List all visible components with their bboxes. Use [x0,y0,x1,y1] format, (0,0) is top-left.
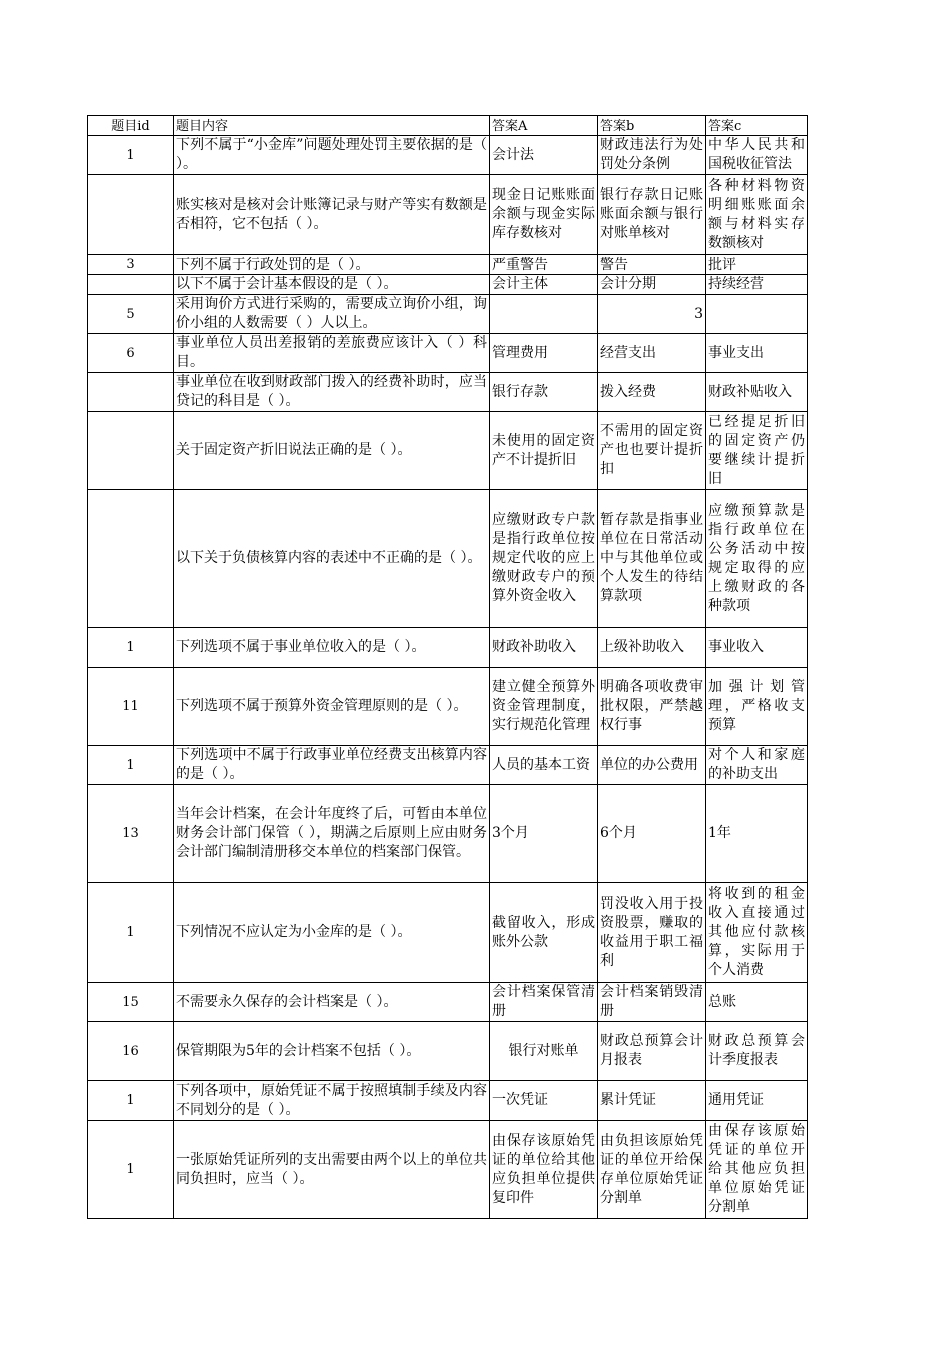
answer-a-cell[interactable] [490,136,598,175]
answer-c-cell[interactable] [706,175,808,255]
header-answer-a-cell[interactable]: 答案A [490,116,598,136]
header-question-cell[interactable]: 题目内容 [174,116,490,136]
answer-b-cell[interactable] [598,883,706,983]
question-id-cell[interactable]: 13 [88,785,174,883]
answer-c-cell[interactable] [706,1081,808,1121]
table-row [88,275,808,295]
answer-a-text: 现金日记账账面余额与现金实际库存数核对 [492,187,595,241]
question-text: 当年会计档案，在会计年度终了后，可暂由本单位财务会计部门保管（ ），期满之后原则上应由财务会计部门编制清册移交本单位的档案部门保管。 [176,806,487,860]
answer-a-cell[interactable] [490,334,598,373]
question-id-cell[interactable]: 15 [88,983,174,1022]
answer-c-text: 持续经营 [708,276,764,292]
answer-a-cell[interactable] [490,275,598,295]
answer-b-text: 经营支出 [600,344,656,361]
answer-b-cell[interactable] [598,136,706,175]
answer-a-cell[interactable] [490,628,598,668]
question-id-cell[interactable]: 1 [88,628,174,668]
question-text-cell[interactable] [174,785,490,883]
question-id-cell[interactable]: 11 [88,668,174,746]
answer-c-cell[interactable] [706,746,808,785]
answer-c-cell[interactable] [706,373,808,412]
answer-c-text: 将收到的租金收入直接通过其他应付款核算，实际用于个人消费 [708,886,805,978]
answer-a-cell[interactable] [490,746,598,785]
table-row [88,490,808,628]
answer-c-cell[interactable] [706,255,808,275]
question-text-cell[interactable] [174,295,490,334]
answer-a-cell[interactable] [490,295,598,334]
question-text: 下列选项不属于事业单位收入的是（ ）。 [176,639,426,655]
answer-c-text: 财政总预算会计季度报表 [708,1033,805,1068]
answer-a-text: 一次凭证 [492,1092,548,1108]
answer-a-text: 银行存款 [492,383,548,400]
answer-b-cell[interactable] [598,373,706,412]
answer-a-text: 会计档案保管清册 [492,984,595,1019]
answer-b-text: 由负担该原始凭证的单位开给保存单位原始凭证分割单 [600,1132,703,1206]
answer-a-text: 应缴财政专户款是指行政单位按规定代收的应上缴财政专户的预算外资金收入 [492,512,595,604]
answer-b-text: 不需用的固定资产也也要计提折扣 [600,423,703,477]
table-row [88,175,808,255]
table-row [88,255,808,275]
answer-b-text: 财政违法行为处罚处分条例 [600,137,703,172]
question-text-cell[interactable] [174,136,490,175]
answer-c-cell[interactable] [706,1022,808,1081]
table-row [88,295,808,334]
answer-c-cell[interactable] [706,883,808,983]
answer-c-text: 中华人民共和国税收征管法 [708,137,805,172]
table-row [88,668,808,746]
answer-b-cell[interactable] [598,785,706,883]
question-text: 下列不属于行政处罚的是（ ）。 [176,256,370,273]
question-text: 下列各项中，原始凭证不属于按照填制手续及内容不同划分的是（ ）。 [176,1082,487,1118]
table-row [88,883,808,983]
answer-b-cell[interactable] [598,412,706,490]
question-id-cell[interactable]: 1 [88,136,174,175]
question-text-cell[interactable] [174,373,490,412]
answer-a-cell[interactable] [490,373,598,412]
table-row [88,628,808,668]
question-id-cell[interactable] [88,412,174,490]
answer-a-text: 未使用的固定资产不计提折旧 [492,432,595,468]
question-text-cell[interactable] [174,490,490,628]
question-text: 下列不属于“小金库”问题处理处罚主要依据的是（ ）。 [176,137,487,172]
question-id-cell[interactable]: 16 [88,1022,174,1081]
answer-c-text: 各种材料物资明细账账面余额与材料实存数额核对 [708,177,805,251]
answer-c-text: 对个人和家庭的补助支出 [708,747,805,782]
answer-a-cell[interactable] [490,983,598,1022]
answer-a-cell[interactable] [490,175,598,255]
answer-c-text: 通用凭证 [708,1092,764,1108]
question-text: 以下不属于会计基本假设的是（ ）。 [176,276,398,292]
answer-b-cell[interactable] [598,295,706,334]
answer-b-cell[interactable] [598,1081,706,1121]
answer-a-text: 3个月 [492,825,529,841]
question-id-cell[interactable]: 5 [88,295,174,334]
question-text: 下列选项不属于预算外资金管理原则的是（ ）。 [176,698,468,714]
answer-b-text: 明确各项收费审批权限，严禁越权行事 [600,679,703,733]
answer-c-cell[interactable] [706,136,808,175]
header-row [88,116,808,136]
question-text: 事业单位在收到财政部门拨入的经费补助时，应当贷记的科目是（ ）。 [176,374,487,409]
answer-a-cell[interactable] [490,255,598,275]
question-text-cell[interactable] [174,175,490,255]
answer-c-text: 加强计划管理，严格收支预算 [708,679,805,733]
answer-c-cell[interactable] [706,334,808,373]
header-answer-c-cell[interactable]: 答案c [706,116,808,136]
answer-b-text: 会计分期 [600,276,656,292]
question-text: 账实核对是核对会计账簿记录与财产等实有数额是否相符，它不包括（ ）。 [176,196,487,232]
answer-a-text: 财政补助收入 [492,639,576,655]
question-id-cell[interactable]: 1 [88,1081,174,1121]
answer-b-text: 3 [694,305,703,322]
question-id-cell[interactable]: 1 [88,746,174,785]
answer-b-text: 上级补助收入 [600,639,684,655]
question-text-cell[interactable] [174,1121,490,1219]
answer-b-cell[interactable] [598,983,706,1022]
question-id-cell[interactable] [88,490,174,628]
question-text: 下列选项中不属于行政事业单位经费支出核算内容的是（ ）。 [176,747,487,782]
answer-b-cell[interactable] [598,490,706,628]
answer-a-text: 严重警告 [492,256,548,273]
answer-c-text: 由保存该原始凭证的单位开给其他应负担单位原始凭证分割单 [708,1123,805,1215]
answer-c-cell[interactable] [706,490,808,628]
table-row [88,412,808,490]
answer-c-cell[interactable] [706,295,808,334]
answer-c-text: 批评 [708,256,736,273]
answer-b-text: 罚没收入用于投资股票，赚取的收益用于职工福利 [600,895,703,969]
answer-c-cell[interactable] [706,1121,808,1219]
answer-a-cell[interactable] [490,412,598,490]
question-text: 一张原始凭证所列的支出需要由两个以上的单位共同负担时，应当（ ）。 [176,1151,487,1187]
table-row [88,136,808,175]
answer-a-cell[interactable] [490,1081,598,1121]
answer-c-cell[interactable] [706,785,808,883]
question-table [87,115,808,1219]
question-text: 保管期限为5年的会计档案不包括（ ）。 [176,1042,421,1059]
question-text-cell[interactable] [174,746,490,785]
answer-a-cell[interactable] [490,785,598,883]
answer-b-text: 拨入经费 [600,383,656,400]
answer-a-text: 会计法 [492,146,534,163]
answer-b-cell[interactable] [598,668,706,746]
answer-a-cell[interactable] [490,668,598,746]
question-text-cell[interactable] [174,255,490,275]
question-text-cell[interactable] [174,275,490,295]
answer-b-cell[interactable] [598,275,706,295]
question-text: 关于固定资产折旧说法正确的是（ ）。 [176,442,412,458]
table-row [88,983,808,1022]
answer-b-text: 暂存款是指事业单位在日常活动中与其他单位或个人发生的待结算款项 [600,512,703,604]
question-text-cell[interactable] [174,334,490,373]
answer-b-text: 累计凭证 [600,1092,656,1108]
answer-a-text: 由保存该原始凭证的单位给其他应负担单位提供复印件 [492,1132,595,1206]
question-text-cell[interactable] [174,412,490,490]
answer-c-text: 事业收入 [708,639,764,655]
answer-b-cell[interactable] [598,746,706,785]
question-text-cell[interactable] [174,983,490,1022]
answer-a-text: 银行对账单 [508,1042,579,1059]
answer-c-text: 1年 [708,825,731,841]
answer-b-text: 财政总预算会计月报表 [600,1033,703,1068]
question-id-cell[interactable]: 3 [88,255,174,275]
answer-a-text: 建立健全预算外资金管理制度，实行规范化管理 [492,679,595,733]
question-text-cell[interactable] [174,1022,490,1081]
answer-c-cell[interactable] [706,628,808,668]
answer-a-text: 人员的基本工资 [492,756,590,773]
answer-a-text: 截留收入，形成账外公款 [492,914,595,950]
table-row [88,334,808,373]
answer-a-cell[interactable] [490,1121,598,1219]
answer-c-cell[interactable] [706,983,808,1022]
answer-c-text: 事业支出 [708,344,764,361]
question-text-cell[interactable] [174,668,490,746]
answer-b-cell[interactable] [598,1121,706,1219]
question-id-cell[interactable] [88,275,174,295]
answer-a-cell[interactable] [490,883,598,983]
question-text: 采用询价方式进行采购的，需要成立询价小组，询价小组的人数需要（ ）人以上。 [176,296,487,331]
question-text: 以下关于负债核算内容的表述中不正确的是（ ）。 [176,550,482,566]
answer-a-cell[interactable] [490,1022,598,1081]
answer-a-text: 会计主体 [492,276,548,292]
answer-c-cell[interactable] [706,668,808,746]
answer-c-cell[interactable] [706,275,808,295]
question-id-cell[interactable]: 6 [88,334,174,373]
answer-c-cell[interactable] [706,412,808,490]
answer-b-cell[interactable] [598,334,706,373]
question-text-cell[interactable] [174,883,490,983]
header-answer-b-cell[interactable]: 答案b [598,116,706,136]
question-text-cell[interactable] [174,628,490,668]
answer-b-text: 银行存款日记账账面余额与银行对账单核对 [600,187,703,241]
question-id-cell[interactable] [88,175,174,255]
answer-b-cell[interactable] [598,628,706,668]
table-row [88,373,808,412]
answer-b-text: 警告 [600,256,628,273]
answer-b-cell[interactable] [598,1022,706,1081]
table-row [88,785,808,883]
question-text: 事业单位人员出差报销的差旅费应该计入（ ）科目。 [176,335,487,370]
header-id-cell[interactable]: 题目id [88,116,174,136]
answer-c-text: 已经提足折旧的固定资产仍要继续计提折旧 [708,413,805,487]
answer-a-cell[interactable] [490,490,598,628]
answer-b-cell[interactable] [598,255,706,275]
question-id-cell[interactable]: 1 [88,883,174,983]
answer-c-text: 财政补贴收入 [708,383,792,400]
table-row [88,1121,808,1219]
answer-c-text: 总账 [708,993,736,1010]
table-row [88,1022,808,1081]
question-id-cell[interactable]: 1 [88,1121,174,1219]
answer-c-text: 应缴预算款是指行政单位在公务活动中按规定取得的应上缴财政的各种款项 [708,502,805,614]
answer-b-text: 6个月 [600,825,637,841]
answer-b-text: 单位的办公费用 [600,756,698,773]
answer-b-cell[interactable] [598,175,706,255]
table-row [88,1081,808,1121]
question-text: 下列情况不应认定为小金库的是（ ）。 [176,924,412,940]
question-text-cell[interactable] [174,1081,490,1121]
table-row [88,746,808,785]
answer-a-text: 管理费用 [492,344,548,361]
answer-b-text: 会计档案销毁清册 [600,984,703,1019]
question-id-cell[interactable] [88,373,174,412]
question-text: 不需要永久保存的会计档案是（ ）。 [176,993,398,1010]
